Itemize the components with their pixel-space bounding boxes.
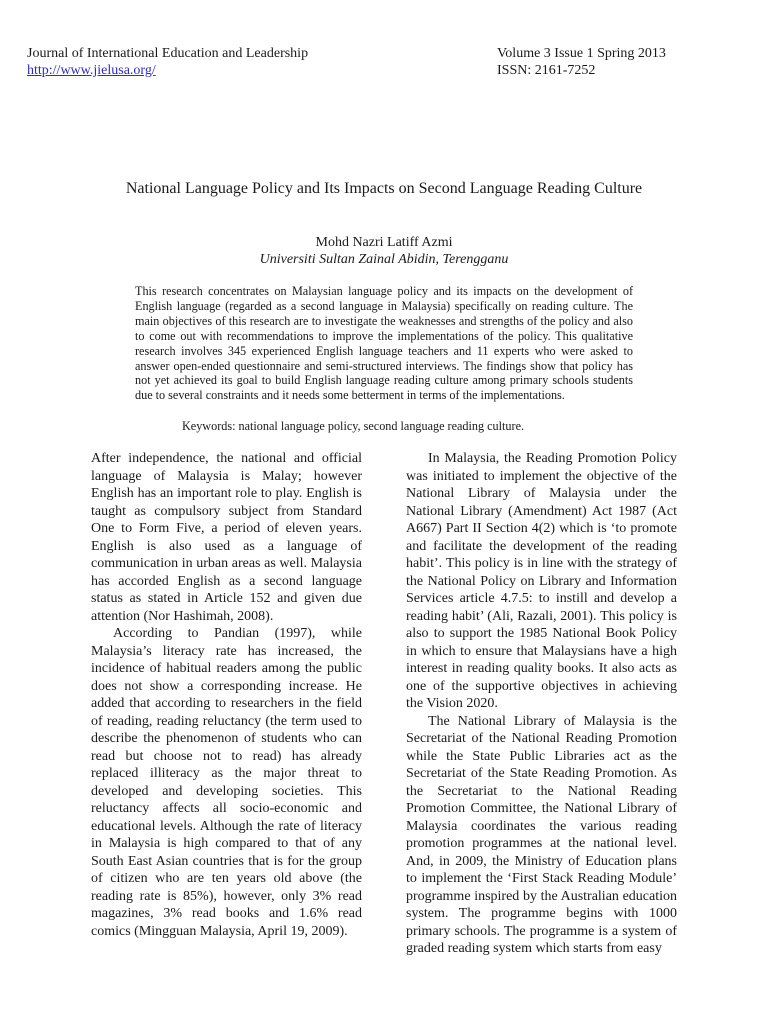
abstract-text: This research concentrates on Malaysian language policy and its impacts on the development of English language (regarded as a second language in Malaysia) specifically on reading culture. The main objectives of this research are to investigate the weaknesses and strengths of the policy and also to come out with recommendations to improve the implementations of the policy. This qualitative research involves 345 experienced English language teachers and 11 experts who were asked to answer open-ended questionnaire and semi-structured interviews. The findings show that policy has not yet achieved its goal to build English language reading culture among primary schools students due to several constraints and it needs some betterment in terms of the implementations. xyxy=(135,284,633,403)
body-paragraph: According to Pandian (1997), while Malaysia’s literacy rate has increased, the incidence of habitual readers among the public does not show a corresponding increase. He added that according to researchers in the field of reading, reading reluctancy (the term used to describe the phenomenon of students who can read but choose not to read) has already replaced illiteracy as the major threat to developed and developing societies. This reluctancy affects all socio-economic and educational levels. Although the rate of literacy in Malaysia is high compared to that of any South East Asian countries that is for the group of citizen who are ten years old above (the reading rate is 85%), however, only 3% read magazines, 3% read books and 1.6% read comics (Mingguan Malaysia, April 19, 2009). xyxy=(91,626,362,939)
issn-info: ISSN: 2161-7252 xyxy=(497,63,596,78)
body-column-right xyxy=(406,450,677,958)
journal-url-link[interactable]: http://www.jielusa.org/ xyxy=(27,63,156,78)
author-affiliation: Universiti Sultan Zainal Abidin, Terengganu xyxy=(259,252,509,267)
paper-title: National Language Policy and Its Impacts on Second Language Reading Culture xyxy=(125,180,643,197)
author-name: Mohd Nazri Latiff Azmi xyxy=(315,235,453,250)
body-paragraph: After independence, the national and official language of Malaysia is Malay; however English has an important role to play. English is taught as compulsory subject from Standard One to Form Five, a period of eleven years. English is also used as a language of communication in urban areas as well. Malaysia has accorded English as a second language status as stated in Article 152 and given due attention (Nor Hashimah, 2008). xyxy=(91,451,362,624)
body-column-left xyxy=(91,450,362,940)
keywords-line: Keywords: national language policy, second language reading culture. xyxy=(182,419,525,433)
journal-name: Journal of International Education and Leadership xyxy=(27,46,309,61)
body-paragraph: In Malaysia, the Reading Promotion Policy was initiated to implement the objective of the National Library of Malaysia under the National Library (Amendment) Act 1987 (Act A667) Part II Section 4(2) which is ‘to promote and facilitate the development of the reading habit’. This policy is in line with the strategy of the National Policy on Library and Information Services article 4.7.5: to instill and develop a reading habit’ (Ali, Razali, 2001). This policy is also to support the 1985 National Book Policy in which to ensure that Malaysians have a high interest in reading quality books. It also acts as one of the supportive objectives in achieving the Vision 2020. xyxy=(406,451,677,711)
body-paragraph: The National Library of Malaysia is the Secretariat of the National Reading Promotion while the State Public Libraries act as the Secretariat of the State Reading Promotion. As the Secretariat to the National Reading Promotion Committee, the National Library of Malaysia coordinates the various reading promotion programmes at the national level. And, in 2009, the Ministry of Education plans to implement the ‘First Stack Reading Module’ programme inspired by the Australian education system. The programme begins with 1000 primary schools. The programme is a system of graded reading system which starts from easy xyxy=(406,713,677,956)
header-right xyxy=(497,45,666,79)
volume-info: Volume 3 Issue 1 Spring 2013 xyxy=(497,46,666,61)
header-left xyxy=(27,45,308,79)
